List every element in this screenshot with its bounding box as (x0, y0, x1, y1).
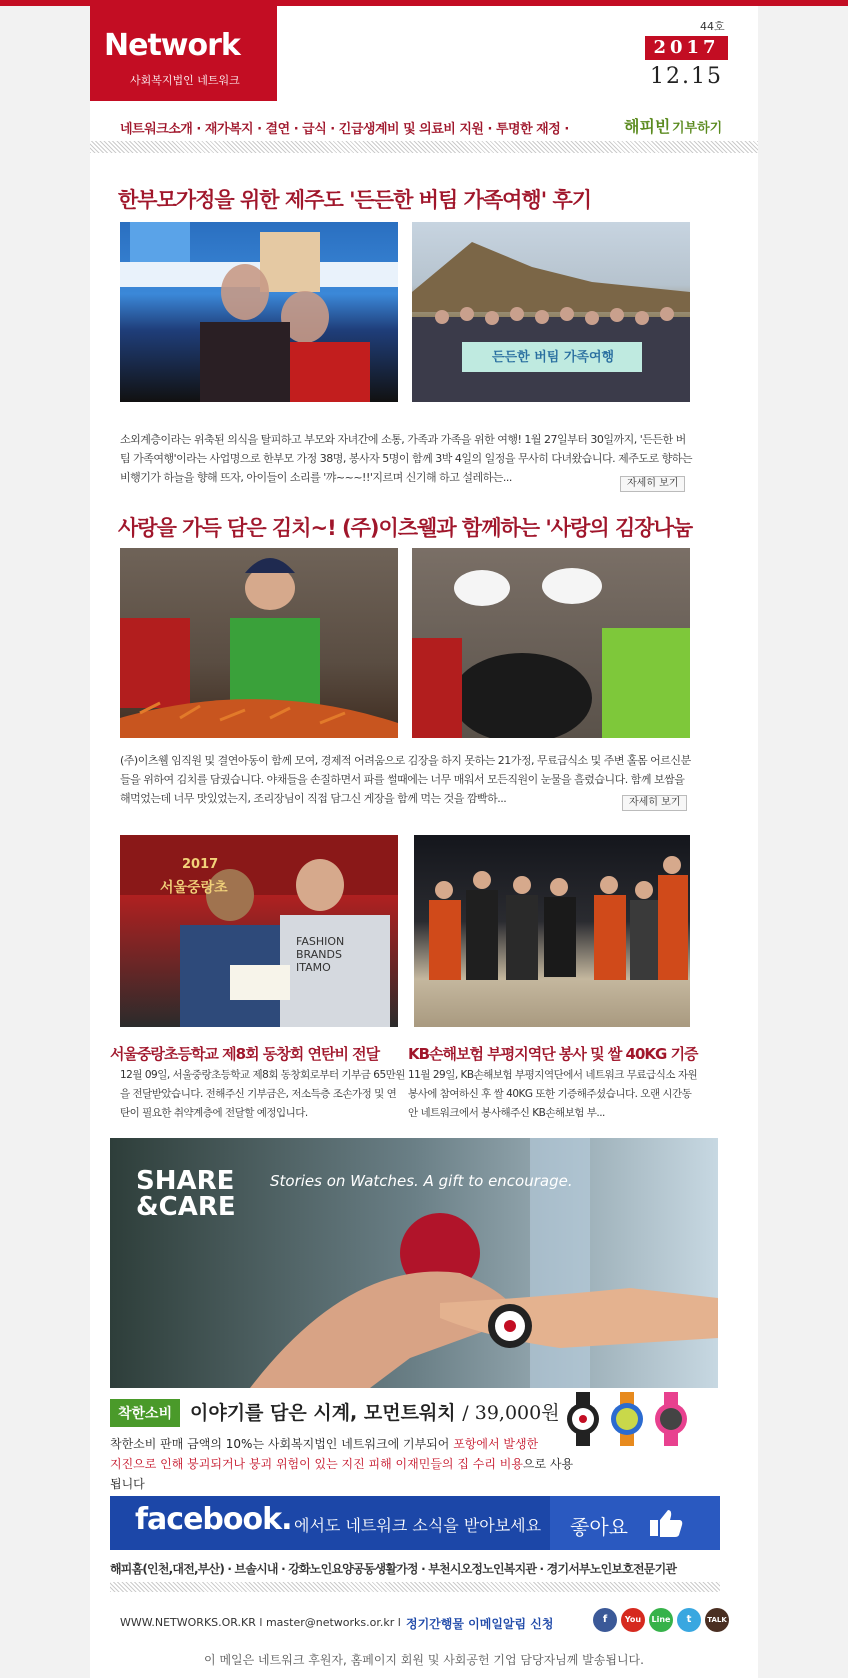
share-label: SHARE (136, 1166, 235, 1196)
care-label: &CARE (136, 1192, 236, 1222)
partner-list[interactable]: 해피홈(인천,대전,부산) · 브솔시내 · 강화노인요양공동생활가정 · 부천시오정노인복지관 · 경기서부노인보호전문기관 (110, 1560, 720, 1582)
youtube-icon[interactable]: You (621, 1608, 645, 1632)
desc-part2: 으로 사용됩니다 (110, 1457, 574, 1491)
article2-photo-left[interactable] (120, 548, 398, 738)
article3-title[interactable]: 서울중랑초등학교 제8회 동창회 연탄비 전달 (110, 1045, 380, 1063)
kakaotalk-icon[interactable]: TALK (705, 1608, 729, 1632)
twitter-icon[interactable]: t (677, 1608, 701, 1632)
brand-name: Network (104, 28, 240, 63)
photo-kimchi-volunteers (120, 548, 398, 738)
desc-red2: 지진으로 인해 붕괴되거나 붕괴 위험이 있는 지진 피해 이재민들의 집 수리 비용 (110, 1457, 523, 1471)
article1-text: 소외계층이라는 위축된 의식을 탈피하고 부모와 자녀간에 소통, 가족과 가족을 위한 여행! 1월 27일부터 30일까지, '든든한 버팀 가족여행'이라는 사업명으로 한부모 가정 38명, 봉사자 5명이 함께 3박 4일의 일정을 무사히 다녀왔습니다. 제주도로 향하는 비행기가 하늘을 향해 뜨자, 아이들이 소리를 '꺄~~~!!'지르며 신기해 하고 설레하는... (120, 433, 693, 484)
banner-text: 든든한 버팀 가족여행 (492, 350, 615, 365)
divider-bottom (110, 1582, 720, 1592)
watch-icons (564, 1392, 694, 1446)
article3-photo[interactable] (120, 835, 398, 1027)
article3-text: 12월 09일, 서울중랑초등학교 제8회 동창회로부터 기부금 65만원을 전달받았습니다. 전해주신 기부금은, 저소득층 조손가정 및 연탄이 필요한 취약계층에 전달할 예정입니다. (120, 1069, 405, 1119)
email-subscribe-link[interactable]: 정기간행물 이메일알림 신청 (406, 1617, 554, 1631)
product-price: / 39,000원 (462, 1402, 560, 1424)
watch-images[interactable] (564, 1392, 694, 1446)
thumbs-up-icon (650, 1508, 684, 1538)
desc-part1: 착한소비 판매 금액의 10%는 사회복지법인 네트워크에 기부되어 (110, 1437, 454, 1451)
brand-subtitle: 사회복지법인 네트워크 (130, 74, 240, 87)
like-label: 좋아요 (570, 1515, 628, 1539)
footer-address[interactable]: WWW.NETWORKS.OR.KR l master@networks.or.kr l (120, 1616, 401, 1629)
facebook-icon[interactable]: f (593, 1608, 617, 1632)
footer (90, 1606, 758, 1638)
article2-title[interactable]: 사랑을 가득 담은 김치~! (주)이츠웰과 함께하는 '사랑의 김장나눔 (118, 516, 693, 540)
like-button[interactable] (550, 1496, 720, 1550)
article1-photo-right[interactable] (412, 222, 690, 402)
issue-year: 2017 (645, 36, 728, 60)
newsletter-page (90, 6, 758, 1678)
article4-body (408, 1066, 698, 1123)
banner-tagline: Stories on Watches. A gift to encourage. (270, 1172, 573, 1190)
good-consumption-tag: 착한소비 (110, 1399, 180, 1427)
desc-red1: 포항에서 발생한 (453, 1437, 539, 1451)
article1-body (120, 430, 694, 487)
social-icons (593, 1608, 729, 1632)
network-logo[interactable] (90, 6, 277, 101)
facebook-wordmark: facebook. (135, 1502, 292, 1537)
facebook-banner[interactable] (110, 1496, 720, 1550)
shirt-text: FASHION BRANDS ITAMO (296, 935, 345, 974)
footer-notice: 이 메일은 네트워크 후원자, 홈페이지 회원 및 사회공헌 기업 담당자님께 발송됩니다. (204, 1653, 644, 1667)
share-care-banner[interactable] (110, 1138, 718, 1388)
photo-group-jeju (412, 222, 690, 402)
line-icon[interactable]: Line (649, 1608, 673, 1632)
article4-photo[interactable] (414, 835, 690, 1027)
product-title[interactable] (190, 1398, 560, 1425)
article3-body (120, 1066, 405, 1123)
article1-more-button[interactable]: 자세히 보기 (620, 476, 685, 492)
photo-donation (120, 835, 398, 1027)
issue-date: 12.15 (650, 64, 723, 89)
donate-link[interactable]: 기부하기 (672, 121, 723, 136)
facebook-text: 에서도 네트워크 소식을 받아보세요 (294, 1516, 542, 1535)
happybean-link[interactable]: 해피빈 (624, 117, 671, 136)
article2-photo-right[interactable] (412, 548, 690, 738)
article1-title[interactable]: 한부모가정을 위한 제주도 '든든한 버팀 가족여행' 후기 (118, 188, 592, 212)
sign-school: 서울중랑초 (160, 880, 228, 896)
divider (90, 141, 758, 153)
article4-text: 11월 29일, KB손해보험 부평지역단에서 네트워크 무료급식소 자원봉사에 참여하신 후 쌀 40KG 또한 기증해주셨습니다. 오랜 시간동안 네트워크에서 봉사해주신 KB손해보험 부... (408, 1069, 698, 1119)
article2-text: (주)이츠웰 임직원 및 결연아동이 함께 모여, 경제적 어려움으로 김장을 하지 못하는 21가정, 무료급식소 및 주변 홀몸 어르신분들을 위하여 김치를 담궜습니다. 야채들을 손질하면서 파를 썰때에는 너무 매워서 모든직원이 눈물을 흘렸습니다. 함께 보쌈을 해먹었는데 너무 맛있었는지, 조리장님이 직접 담그신 게장을 함께 먹는 것을 깜빡하... (120, 754, 691, 805)
photo-kb-volunteers (414, 835, 690, 1027)
issue-number: 44호 (700, 20, 725, 33)
promo-description (110, 1434, 580, 1494)
nav-links[interactable]: 네트워크소개 · 재가복지 · 결연 · 급식 · 긴급생계비 및 의료비 지원 · 투명한 재정 · (120, 122, 569, 137)
sign-year: 2017 (182, 857, 219, 872)
article1-photo-left[interactable] (120, 222, 398, 402)
main-nav (90, 114, 758, 136)
photo-kimchi-pot (412, 548, 690, 738)
product-name: 이야기를 담은 시계, 모먼트워치 (190, 1402, 456, 1424)
article2-more-button[interactable]: 자세히 보기 (622, 795, 687, 811)
photo-mother-son (120, 222, 398, 402)
article4-title[interactable]: KB손해보험 부평지역단 봉사 및 쌀 40KG 기증 (408, 1045, 698, 1063)
article2-body (120, 751, 694, 808)
